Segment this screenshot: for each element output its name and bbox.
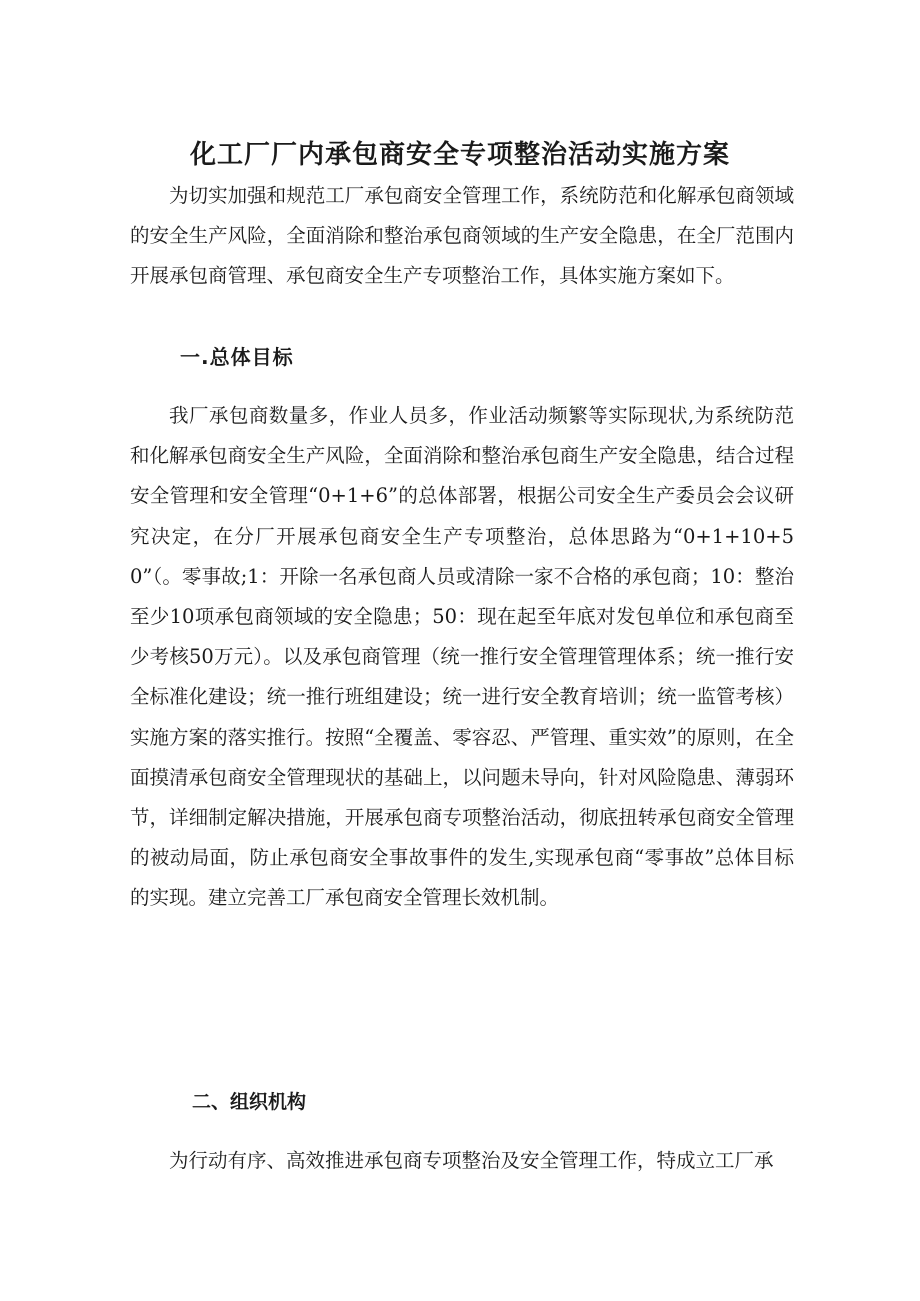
intro-paragraph: 为切实加强和规范工厂承包商安全管理工作，系统防范和化解承包商领域的安全生产风险，全面消除和整治承包商领域的生产安全隐患，在全厂范围内开展承包商管理、承包商安全生产专项整治工作，具体实施方案如下。 <box>130 184 794 288</box>
overall-goal-paragraph: 我厂承包商数量多，作业人员多，作业活动频繁等实际现状,为系统防范和化解承包商安全生产风险，全面消除和整治承包商生产安全隐患，结合过程安全管理和安全管理“0+1+6”的总体部署，根据公司安全生产委员会会议研究决定，在分厂开展承包商安全生产专项整治，总体思路为“0+1+10+50”（。零事故;1：开除一名承包商人员或清除一家不合格的承包商；10：整治至少10项承包商领域的安全隐患；50：现在起至年底对发包单位和承包商至少考核50万元）。以及承包商管理（统一推行安全管理管理体系；统一推行安全标准化建设；统一推行班组建设；统一进行安全教育培训；统一监管考核）实施方案的落实推行。按照“全覆盖、零容忍、严管理、重实效”的原则，在全面摸清承包商安全管理现状的基础上，以问题未导向，针对风险隐患、薄弱环节，详细制定解决措施，开展承包商专项整治活动，彻底扭转承包商安全管理的被动局面，防止承包商安全事故事件的发生,实现承包商“零事故”总体目标的实现。建立完善工厂承包商安全管理长效机制。 <box>130 404 794 910</box>
organization-paragraph: 为行动有序、高效推进承包商专项整治及安全管理工作，特成立工厂承 <box>169 1149 774 1172</box>
document-title: 化工厂厂内承包商安全专项整治活动实施方案 <box>189 140 730 171</box>
section-heading-organization: 二、组织机构 <box>192 1091 307 1113</box>
section-heading-overall-goal: 一.总体目标 <box>180 345 294 369</box>
